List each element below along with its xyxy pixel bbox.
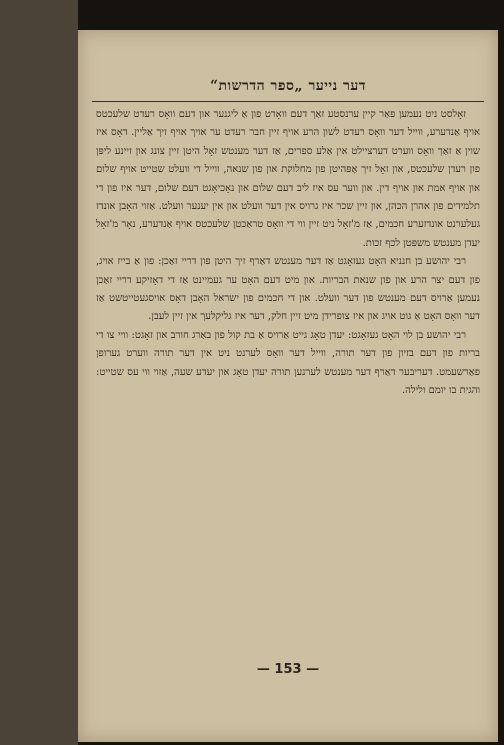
- page-number: — 153 —: [256, 662, 320, 677]
- book-page: [78, 30, 498, 742]
- paragraph: רבי יהושע בן חנניא האָט געזאָגט אַז דער מענטש דאַרף זיך היטן פון דריי זאַכן: פון אַ בייז אויג, פון דעם יצר הרע און פון שנאת הבריות. און מיט דעם האָט ער געמיינט אַז די דאָזיקע דריי זאַכן נעמען אַרויס דעם מענטש פון דער וועלט. און די חכמים פון ישראל האָבן דאָס אויסגעטייטשט אַז דער וואָס האָט אַ גוט אויג און איז צופרידן מיט זיין חלק, דער איז גליקלעך אין זיין לעבן.: [96, 256, 480, 323]
- page-body: [96, 106, 480, 650]
- paragraph: רבי יהושע בן לוי האָט געזאָגט: יעדן טאָג גייט אַרויס אַ בת קול פון באַרג חורב און זאָגט: וויי צו די בריות פון דעם בזיון פון דער תורה, ווייל דער וואָס לערנט ניט אין דער תורה ווערט גערופן פאַרשעמט. דעריבער דאַרף דער מענטש לערנען תורה יעדן טאָג און יעדע שעה, אַזוי ווי עס שטייט: והגית בו יומם ולילה.: [96, 329, 480, 397]
- header-rule: [92, 101, 484, 102]
- running-header: דער נייער „ספר הדרשות“: [209, 78, 367, 94]
- scanner-edge: [0, 0, 78, 745]
- paragraph: זאָלסט ניט נעמען פאַר קיין ערנסטע זאַך דעם וואָרט פון אַ ליגנער און דעם וואָס רעדט שלעכטס אויף אַנדערע, ווייל דער וואָס רעדט לשון הרע אויף זיין חבר רעדט ער אויך אויף זיך אַליין. דאָס איז שוין אַ זאַך וואָס ווערט דערציילט אין אַלע ספרים, אַז דער מענטש זאָל היטן זיין צונג און זיינע ליפּן פון רעדן שלעכטס, און זאָל זיך אָפּהיטן פון מחלוקת און פון שנאה, ווייל די וועלט שטייט אויף שלום און אויף אמת און אויף דין. און ווער עס איז ליב דעם שלום און נאָכיאָגט דעם שלום, דער איז פון די תלמידים פון אהרן הכהן, און זיין שכר איז גרויס אין דער וועלט און אין יענער וועלט. אַזוי האָבן אונדז געלערנט אונדזערע חכמים, אַז מ'זאָל ניט זיין ווי די וואָס טראַכטן שלעכטס אויף אַנדערע, נאָר מ'זאָל יעדן מענטש משפּטן לכף זכות.: [96, 109, 480, 249]
